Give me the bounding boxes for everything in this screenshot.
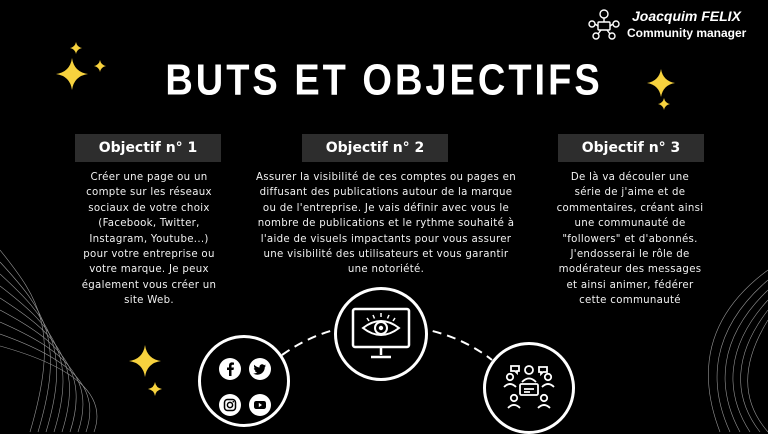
objective-2-label: Objectif n° 2 <box>302 134 448 162</box>
objective-1-text: Créer une page ou un compte sur les réseaux sociaux de votre choix (Facebook, Twitter, Instagram, Youtube...) pour votre entreprise ou votre marque. Je peux également vous créer un site Web. <box>81 172 217 307</box>
eye-monitor-icon <box>351 307 411 363</box>
objective-3-text: De là va découler une série de j'aime et de commentaires, créant ainsi une communauté de "followers" et d'abonnés. J'endosserai le rôle de modérateur des messages et ainsi animer, fédérer cette communauté <box>556 172 704 307</box>
twitter-icon <box>249 358 271 380</box>
objective-3-label: Objectif n° 3 <box>558 134 704 162</box>
objective-1-label: Objectif n° 1 <box>75 134 221 162</box>
facebook-icon <box>219 358 241 380</box>
objective-2-text: Assurer la visibilité de ces comptes ou pages en diffusant des publications autour de la marque ou de l'entreprise. Je vais définir avec vous le nombre de publications et le rythme souhaité à l'aide de visuels impactants pour vous assurer une visibilité des utilisateurs et vous garantir une notoriété. <box>256 172 516 276</box>
social-networks-circle <box>198 335 290 427</box>
brand-name: Joacquim FELIX <box>632 8 741 24</box>
instagram-icon <box>219 394 241 416</box>
community-icon <box>501 358 557 414</box>
brand-role: Community manager <box>627 26 747 40</box>
youtube-icon <box>249 394 271 416</box>
page-title: BUTS ET OBJECTIFS <box>165 56 603 106</box>
